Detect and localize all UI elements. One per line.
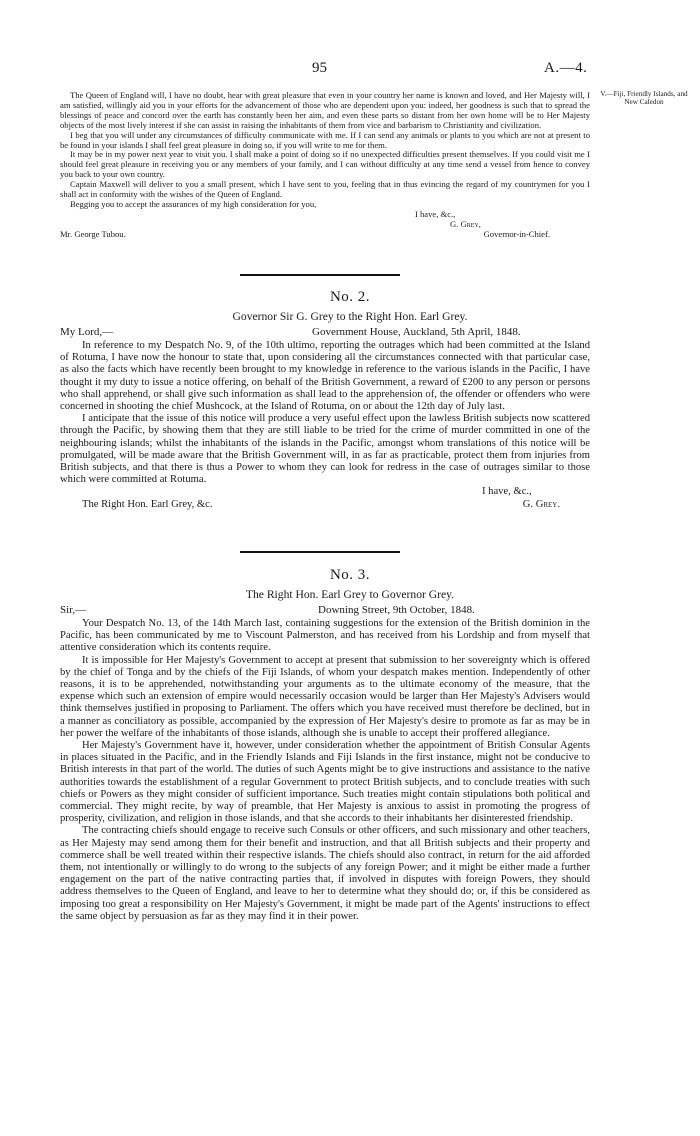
- doc3-paragraph-1: Your Despatch No. 13, of the 14th March last, containing suggestions for the extension of the British dominion in the Pacific, has been communicated by me to Viscount Palmerston, and has received from his Lordship and from myself that attentive consideration which its contents require.: [60, 618, 590, 654]
- doc3-body: [60, 618, 590, 923]
- letter-prev-closing: I have, &c.,: [415, 208, 456, 219]
- doc2-number: No. 2.: [329, 289, 371, 305]
- doc2-salutation-row: [60, 326, 590, 338]
- doc2-paragraph-1: In reference to my Despatch No. 9, of the 10th ultimo, reporting the outrages which had been committed at the Island of Rotuma, I have now the honour to state that, upon considering all the circumstances connected with that particular case, as also the facts which have recently been brought to my knowledge in reference to the various islands in the Pacific, I have thought it my duty to issue a notice offering, on behalf of the British Government, a reward of £200 to any person or persons who shall apprehend, or shall give such information as shall lead to the apprehension of, the offender or offenders who were concerned in shooting the chief Mushcock, at the Island of Rotuma, on or about the 12th day of July last.: [60, 340, 590, 413]
- doc2-signature: G. Grey.: [522, 498, 560, 510]
- letter-prev-paragraph-2: I beg that you will under any circumstances of difficulty communicate with me. If I can send any animals or plants to you which are not at present to be found in your islands I shall feel great pleasure in doing so, if you will write to me for them.: [60, 129, 590, 150]
- page-code: A.—4.: [544, 60, 588, 76]
- letter-prev-paragraph-3: It may be in my power next year to visit you. I shall make a point of doing so if no unexpected difficulties present themselves. If you could visit me I should feel great pleasure in receiving you or any members of your family, and I can without difficulty at any time send a vessel from hence to convey you back to your own country.: [60, 149, 590, 180]
- page-number: 95: [312, 60, 327, 76]
- letter-prev-signature: G. Grey,: [450, 218, 481, 229]
- section-rule-1: [240, 274, 400, 276]
- doc3-paragraph-2: It is impossible for Her Majesty's Government to accept at present that submission to her sovereignty which is offered by the chief of Tonga and by the chiefs of the Fiji Islands, of whom your despatch makes mention. Independently of other reasons, it is to be apprehended, notwithstanding your arguments as to the ultimate economy of the measure, that the expense which such an extension of empire would necessarily occasion would be larger than Her Majesty's Advisers would think themselves justified in proposing to Parliament. The offers which you have received must therefore be declined, but in a manner as conciliatory as possible, accompanied by the expression of Her Majesty's desire to promote as far as may be in her power the welfare of the inhabitants of those islands, although she is unable to accept their proffered allegiance.: [60, 654, 590, 739]
- doc2-place-date: Government House, Auckland, 5th April, 1848.: [312, 326, 521, 338]
- doc2-salutation: My Lord,—: [60, 326, 114, 338]
- letter-prev: [60, 91, 590, 240]
- doc3-place-date: Downing Street, 9th October, 1848.: [318, 604, 475, 616]
- letter-prev-paragraph-1: The Queen of England will, I have no doubt, hear with great pleasure that even in your country her name is known and loved, and Her Majesty will, I am satisfied, willingly aid you in your efforts for the advancement of those who are dependent upon you: indeed, her goodness is such that to spread the blessings of peace and concord over the earth has constantly been her aim, and even these parts so distant from her own home will be to Her Majesty objects of the most lively interest if she can assist in raising the inhabitants of them from vice and barbarism to Christianity and civilization.: [60, 90, 590, 130]
- letter-prev-addressee: Mr. George Tubou.: [60, 228, 126, 239]
- doc2-heading: Governor Sir G. Grey to the Right Hon. Earl Grey.: [232, 310, 468, 323]
- letter-prev-title: Governor-in-Chief.: [483, 228, 550, 239]
- doc3-number: No. 3.: [329, 567, 371, 583]
- doc3-paragraph-4: The contracting chiefs should engage to receive such Consuls or other officers, and such missionary and other teachers, as Her Majesty may send among them for their benefit and instruction, and that all British subjects and their property and commerce shall be well treated within their respective islands. The chiefs should also contract, in return for the aid afforded them, not intentionally or willingly to do wrong to the subjects of any foreign Power; and it might be either made a further engagement on the part of the native contracting parties that, if involved in disputes with foreign Powers, they should address themselves to the Queen of England, and leave to her to determine what they should do; or, if this be considered as imposing too great a responsibility on Her Majesty's Government, it might be made part of the Agents' instructions to effect the same object by persuasion as far as they may find it in their power.: [60, 825, 590, 922]
- doc3-salutation-row: [60, 604, 590, 616]
- doc3-salutation: Sir,—: [60, 604, 87, 616]
- letter-prev-paragraph-4: Captain Maxwell will deliver to you a small present, which I have sent to you, feeling that in thus evincing the regard of my countrymen for you I shall act in conformity with the wishes of the Queen of England.: [60, 179, 590, 200]
- doc2-body: [60, 340, 590, 511]
- letter-prev-paragraph-5: Begging you to accept the assurances of my high consideration for you,: [70, 198, 317, 209]
- section-rule-2: [240, 551, 400, 553]
- margin-note: V.—Fiji, Friendly Islands, and New Caledon: [600, 90, 688, 106]
- doc3-paragraph-3: Her Majesty's Government have it, however, under consideration whether the appointment of British Consular Agents in places situated in the Pacific, and in the Friendly Islands and Fiji Islands in the first instance, might not be conducive to British interests in that part of the world. The duties of such Agents might be to give instructions and assistance to the native authorities towards the establishment of a regular Government to protect British subjects, and to conclude treaties with such chiefs or Powers as they might consider of sufficient importance. Such treaties might contain stipulations both political and commercial. They might recite, by way of preamble, that Her Majesty is anxious to assist in promoting the progress of prosperity, civilization, and religion in those islands, and that she accords to their inhabitants her disinterested friendship.: [60, 740, 590, 825]
- doc3-heading: The Right Hon. Earl Grey to Governor Grey.: [245, 588, 455, 601]
- doc2-paragraph-2: I anticipate that the issue of this notice will produce a very useful effect upon the lawless British subjects now scattered through the Pacific, by showing them that they are still liable to be tried for the crime of murder committed in one of the neighbouring islands; whilst the inhabitants of the islands in the Pacific, amongst whom translations of this notice will be promulgated, will be made aware that the British Government will, in as far as practicable, protect them from injuries from British subjects, and that there is thus a Power to whom they can look for redress in the case of outrages similar to those which were committed at Rotuma.: [60, 413, 590, 486]
- doc2-addressee: The Right Hon. Earl Grey, &c.: [82, 498, 213, 510]
- doc2-closing: I have, &c.,: [482, 486, 532, 498]
